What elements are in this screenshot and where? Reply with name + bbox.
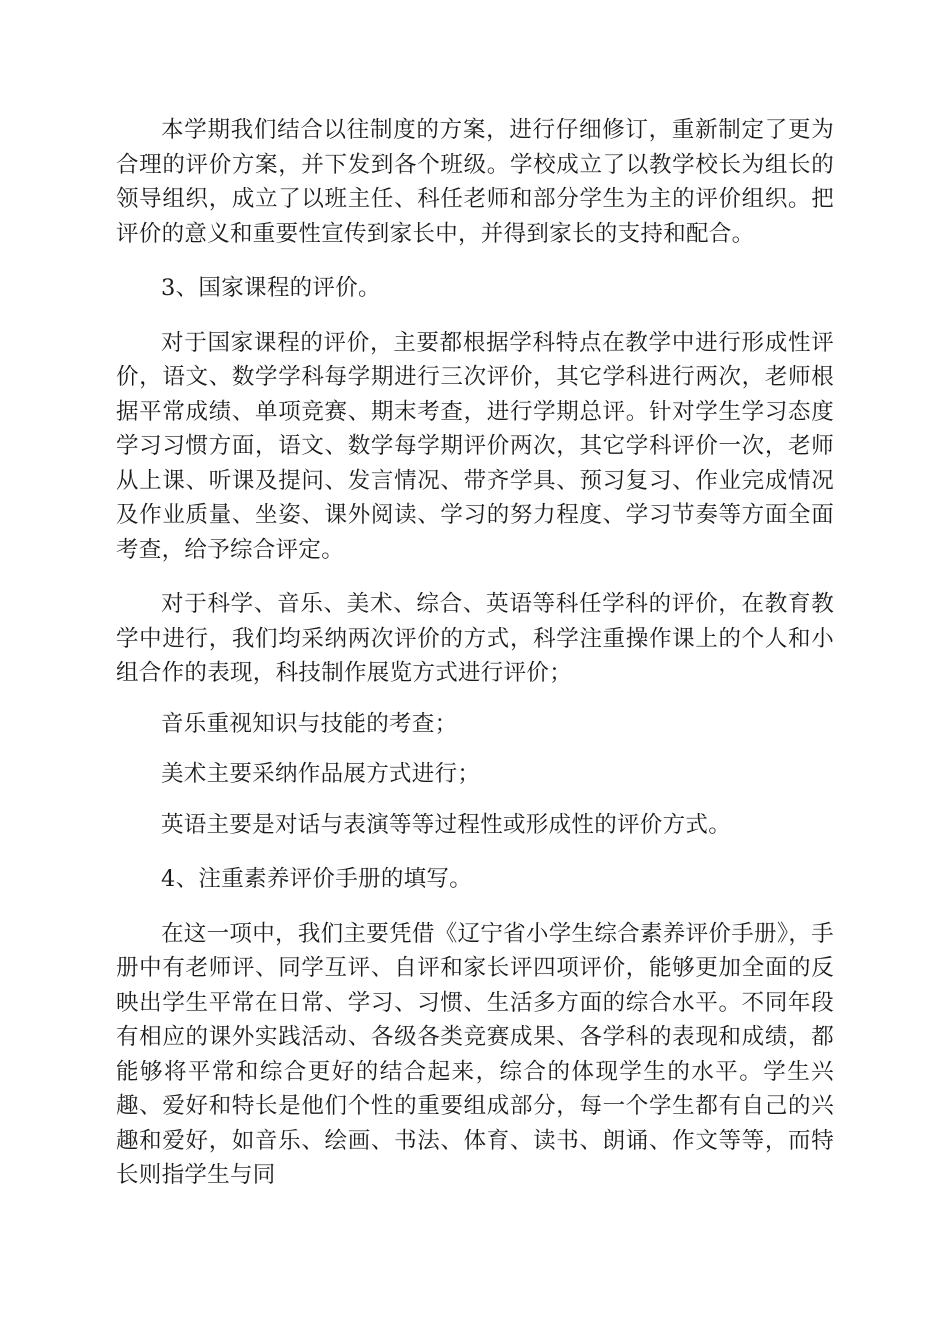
- paragraph-subject-evaluation: 对于科学、音乐、美术、综合、英语等科任学科的评价，在教育教学中进行，我们均采纳两次评价的方式，科学注重操作课上的个人和小组合作的表现，科技制作展览方式进行评价；: [116, 591, 834, 686]
- paragraph-music: 音乐重视知识与技能的考查；: [161, 710, 458, 737]
- paragraph-art: 美术主要采纳作品展方式进行；: [161, 761, 481, 787]
- paragraph-national-curriculum: 对于国家课程的评价，主要都根据学科特点在教学中进行形成性评价，语文、数学学科每学期进行三次评价，其它学科进行两次，老师根据平常成绩、单项竞赛、期末考查，进行学期总评。针对学生学习态度学习习惯方面，语文、数学每学期评价两次，其它学科评价一次，老师从上课、听课及提问、发言情况、带齐学具、预习复习、作业完成情况及作业质量、坐姿、课外阅读、学习的努力程度、学习节奏等方面全面考查，给予综合评定。: [116, 329, 834, 563]
- paragraph-evaluation-plan: 本学期我们结合以往制度的方案，进行仔细修订，重新制定了更为合理的评价方案，并下发到各个班级。学校成立了以教学校长为组长的领导组织，成立了以班主任、科任老师和部分学生为主的评价组织。把评价的意义和重要性宣传到家长中，并得到家长的支持和配合。: [116, 117, 834, 247]
- paragraph-english: 英语主要是对话与表演等等过程性或形成性的评价方式。: [161, 811, 732, 838]
- heading-handbook: 4、注重素养评价手册的填写。: [161, 866, 473, 892]
- document-body: [116, 113, 834, 1193]
- heading-national-curriculum: 3、国家课程的评价。: [161, 275, 381, 301]
- paragraph-handbook: 在这一项中，我们主要凭借《辽宁省小学生综合素养评价手册》，手册中有老师评、同学互评、自评和家长评四项评价，能够更加全面的反映出学生平常在日常、学习、习惯、生活多方面的综合水平。不同年段有相应的课外实践活动、各级各类竞赛成果、各学科的表现和成绩，都能够将平常和综合更好的结合起来，综合的体现学生的水平。学生兴趣、爱好和特长是他们个性的重要组成部分，每一个学生都有自己的兴趣和爱好，如音乐、绘画、书法、体育、读书、朗诵、作文等等，而特长则指学生与同: [116, 920, 834, 1188]
